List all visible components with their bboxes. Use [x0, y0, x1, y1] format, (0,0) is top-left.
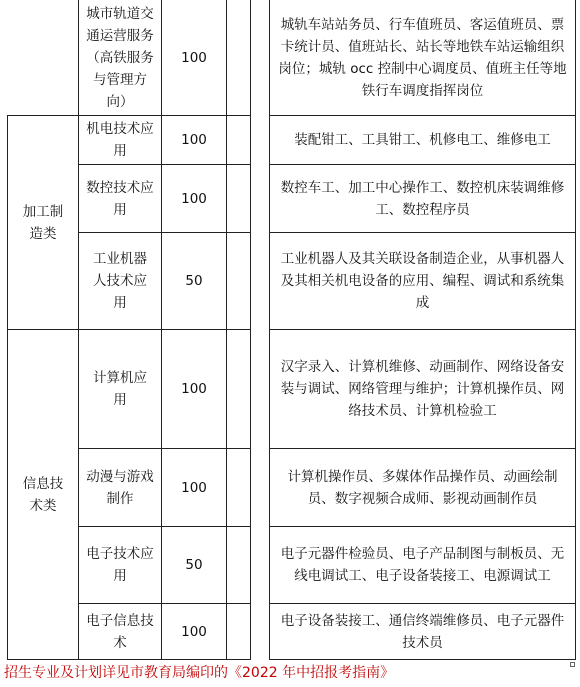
jobs-text: 城轨车站站务员、行车值班员、客运值班员、票卡统计员、值班站长、站长等地铁车站运输组织岗位；城轨 occ 控制中心调度员、值班主任等地铁行车调度指挥岗位	[278, 16, 567, 99]
jobs-cell	[270, 165, 575, 232]
major-cell	[79, 0, 161, 115]
major-cell	[79, 527, 161, 603]
plan-count: 50	[185, 273, 203, 289]
major-name: 电子信息技术	[86, 612, 154, 651]
category-cell	[8, 330, 78, 659]
grid-line	[7, 659, 250, 660]
jobs-text: 汉字录入、计算机维修、动画制作、网络设备安装与调试、网络管理与维护；计算机操作员、网络技术员、计算机检验工	[280, 359, 565, 419]
plan-count: 50	[185, 557, 203, 573]
jobs-cell	[270, 0, 575, 115]
jobs-cell	[270, 449, 575, 526]
grid-line	[226, 0, 227, 660]
jobs-text: 数控车工、加工中心操作工、数控机床装调维修工、数控程序员	[280, 179, 565, 218]
major-cell	[79, 233, 161, 329]
plan-count: 100	[181, 623, 207, 640]
plan-count: 100	[181, 49, 207, 66]
plan-cell	[162, 165, 226, 232]
plan-count: 100	[181, 381, 207, 397]
jobs-text: 工业机器人及其关联设备制造企业，从事机器人及其相关机电设备的应用、编程、调试和系统集成	[280, 251, 565, 311]
category-name: 信息技术类	[22, 475, 64, 514]
major-name: 计算机应用	[93, 370, 147, 408]
plan-cell	[162, 116, 226, 164]
plan-cell	[162, 0, 226, 115]
category-name: 加工制造类	[22, 203, 64, 242]
jobs-text: 电子设备装接工、通信终端维修员、电子元器件技术员	[280, 612, 565, 651]
jobs-text: 装配钳工、工具钳工、机修电工、维修电工	[294, 132, 551, 148]
plan-cell	[162, 604, 226, 659]
major-name: 工业机器人技术应用	[93, 251, 147, 311]
major-cell	[79, 449, 161, 526]
major-cell	[79, 330, 161, 448]
plan-count: 100	[181, 190, 207, 207]
category-cell	[8, 116, 78, 329]
plan-cell	[162, 233, 226, 329]
plan-count: 100	[181, 479, 207, 496]
major-cell	[79, 165, 161, 232]
grid-line	[250, 0, 251, 660]
major-name: 电子技术应用	[86, 546, 154, 584]
plan-cell	[162, 330, 226, 448]
jobs-cell	[270, 116, 575, 164]
major-cell	[79, 604, 161, 659]
jobs-cell	[270, 604, 575, 659]
plan-cell	[162, 449, 226, 526]
grid-line	[269, 659, 576, 660]
jobs-text: 电子元器件检验员、电子产品制图与制板员、无线电调试工、电子设备装接工、电源调试工	[280, 546, 565, 584]
jobs-cell	[270, 233, 575, 329]
major-cell	[79, 116, 161, 164]
major-name: 城市轨道交通运营服务（高铁服务与管理方向）	[86, 5, 154, 110]
table-resize-handle[interactable]	[570, 662, 575, 667]
major-name: 数控技术应用	[86, 179, 154, 218]
footer-note: 招生专业及计划详见市教育局编印的《2022 年中招报考指南》	[4, 665, 395, 681]
plan-count: 100	[181, 132, 207, 148]
jobs-text: 计算机操作员、多媒体作品操作员、动画绘制员、数字视频合成师、影视动画制作员	[287, 468, 558, 507]
jobs-cell	[270, 330, 575, 448]
grid-line	[575, 0, 576, 660]
plan-cell	[162, 527, 226, 603]
major-name: 机电技术应用	[86, 121, 154, 159]
jobs-cell	[270, 527, 575, 603]
major-name: 动漫与游戏制作	[86, 468, 154, 507]
